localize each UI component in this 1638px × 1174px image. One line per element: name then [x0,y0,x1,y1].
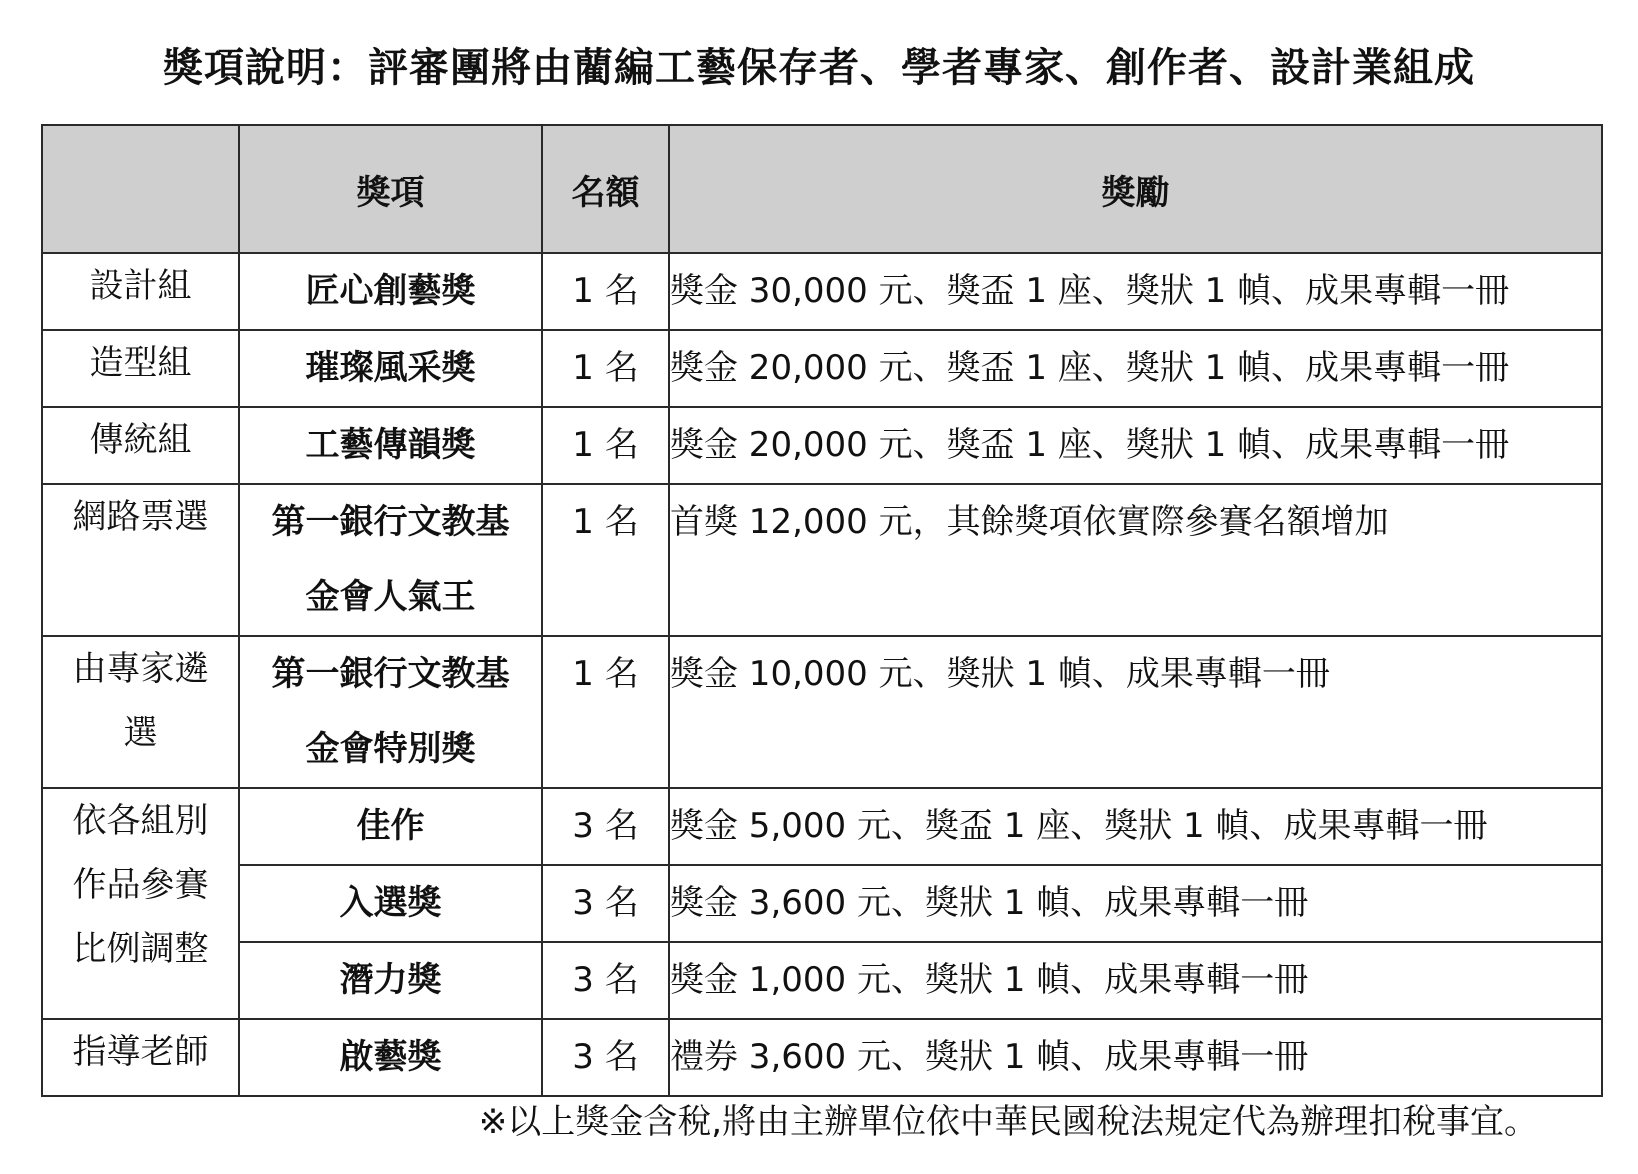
table-row [42,407,1602,484]
row-quota: 1 名 [542,253,669,330]
row-quota: 3 名 [542,1019,669,1096]
row-award: 工藝傳韻獎 [239,407,542,484]
row-quota: 3 名 [542,788,669,865]
row-group: 由專家遴選 [42,636,239,788]
row-group: 設計組 [42,253,239,330]
row-reward: 獎金 3,600 元、獎狀 1 幀、成果專輯一冊 [669,865,1602,942]
row-quota: 3 名 [542,865,669,942]
header-reward: 獎勵 [669,125,1602,253]
row-group: 傳統組 [42,407,239,484]
row-reward: 獎金 20,000 元、獎盃 1 座、獎狀 1 幀、成果專輯一冊 [669,407,1602,484]
row-quota: 1 名 [542,407,669,484]
table-header-row [42,125,1602,253]
row-quota: 3 名 [542,942,669,1019]
row-award: 第一銀行文教基金會人氣王 [239,484,542,636]
table-row [42,253,1602,330]
row-award: 匠心創藝獎 [239,253,542,330]
row-reward: 獎金 20,000 元、獎盃 1 座、獎狀 1 幀、成果專輯一冊 [669,330,1602,407]
row-reward: 獎金 30,000 元、獎盃 1 座、獎狀 1 幀、成果專輯一冊 [669,253,1602,330]
row-group: 網路票選 [42,484,239,636]
row-group: 依各組別作品參賽比例調整 [42,788,239,1019]
header-award: 獎項 [239,125,542,253]
row-award: 佳作 [239,788,542,865]
header-group [42,125,239,253]
row-group: 指導老師 [42,1019,239,1096]
table-row [42,484,1602,636]
page-title: 獎項說明：評審團將由藺編工藝保存者、學者專家、創作者、設計業組成 [163,45,1475,91]
row-award: 入選獎 [239,865,542,942]
header-quota: 名額 [542,125,669,253]
row-award: 璀璨風采獎 [239,330,542,407]
table-row [42,1019,1602,1096]
table-row [42,636,1602,788]
table-row [42,788,1602,865]
tax-note: ※以上獎金含稅,將由主辦單位依中華民國稅法規定代為辦理扣稅事宜。 [478,1102,1538,1142]
row-quota: 1 名 [542,330,669,407]
table-row [42,942,1602,1019]
row-reward: 獎金 5,000 元、獎盃 1 座、獎狀 1 幀、成果專輯一冊 [669,788,1602,865]
row-reward: 獎金 1,000 元、獎狀 1 幀、成果專輯一冊 [669,942,1602,1019]
row-quota: 1 名 [542,484,669,636]
row-group: 造型組 [42,330,239,407]
row-reward: 獎金 10,000 元、獎狀 1 幀、成果專輯一冊 [669,636,1602,788]
row-award: 潛力獎 [239,942,542,1019]
row-reward: 首獎 12,000 元，其餘獎項依實際參賽名額增加 [669,484,1602,636]
row-quota: 1 名 [542,636,669,788]
table-row [42,330,1602,407]
awards-table [41,124,1603,1097]
row-award: 第一銀行文教基金會特別獎 [239,636,542,788]
row-reward: 禮券 3,600 元、獎狀 1 幀、成果專輯一冊 [669,1019,1602,1096]
row-award: 啟藝獎 [239,1019,542,1096]
table-row [42,865,1602,942]
